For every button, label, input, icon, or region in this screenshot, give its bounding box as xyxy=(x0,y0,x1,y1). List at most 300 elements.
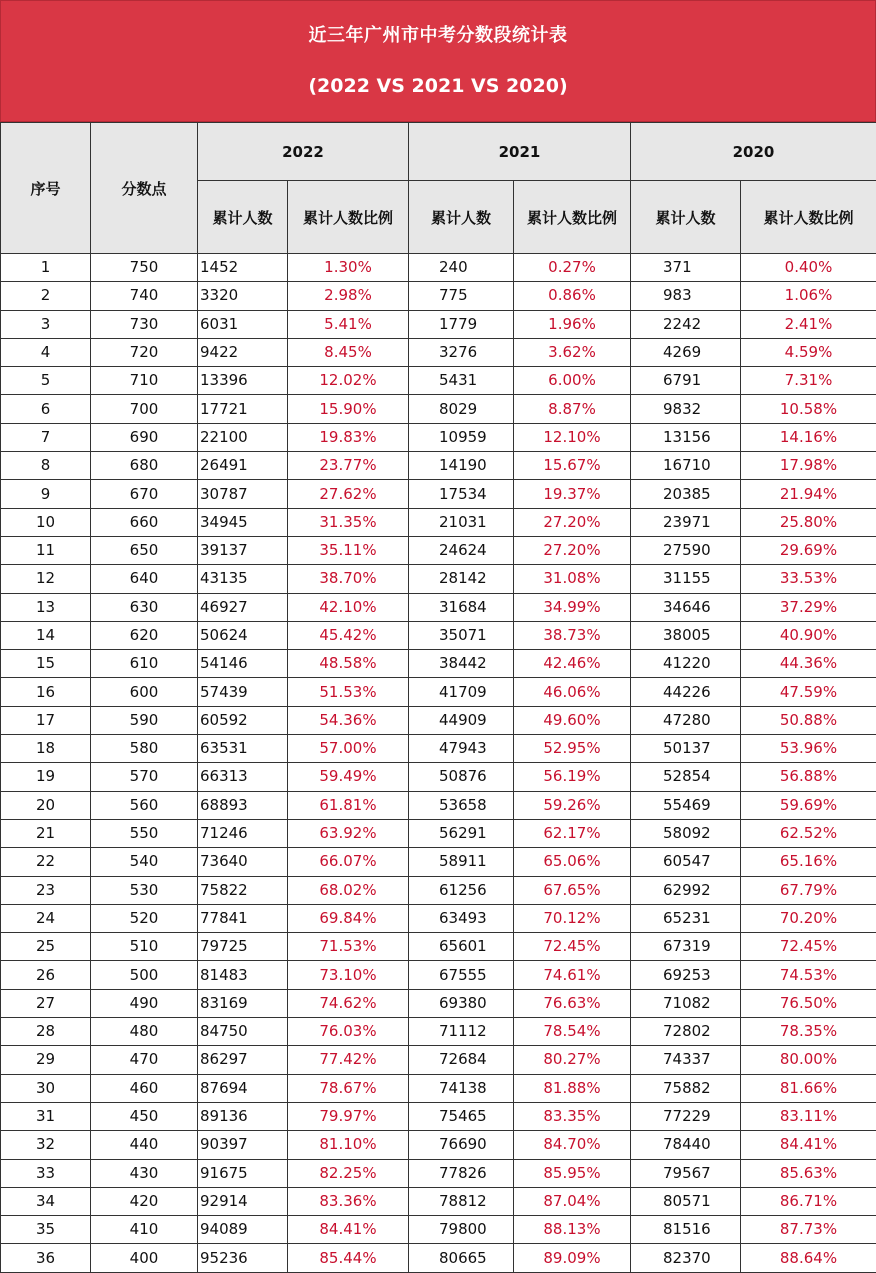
ratio-2022: 19.83% xyxy=(288,423,409,451)
ratio-2020: 37.29% xyxy=(741,593,876,621)
count-2022: 63531 xyxy=(198,735,288,763)
count-2022: 92914 xyxy=(198,1187,288,1215)
count-2022: 68893 xyxy=(198,791,288,819)
ratio-2022: 31.35% xyxy=(288,508,409,536)
ratio-2021: 34.99% xyxy=(514,593,631,621)
table-row xyxy=(1,395,876,423)
score-point: 580 xyxy=(91,735,198,763)
count-2022: 83169 xyxy=(198,989,288,1017)
count-2020: 52854 xyxy=(631,763,741,791)
row-index: 16 xyxy=(1,678,91,706)
ratio-2021: 62.17% xyxy=(514,819,631,847)
count-2022: 54146 xyxy=(198,650,288,678)
table-row xyxy=(1,593,876,621)
ratio-2020: 76.50% xyxy=(741,989,876,1017)
header-score: 分数点 xyxy=(91,123,198,254)
count-2021: 775 xyxy=(409,282,514,310)
ratio-2021: 81.88% xyxy=(514,1074,631,1102)
ratio-2022: 71.53% xyxy=(288,933,409,961)
count-2020: 80571 xyxy=(631,1187,741,1215)
ratio-2022: 38.70% xyxy=(288,565,409,593)
score-point: 530 xyxy=(91,876,198,904)
count-2021: 53658 xyxy=(409,791,514,819)
row-index: 3 xyxy=(1,310,91,338)
row-index: 7 xyxy=(1,423,91,451)
ratio-2022: 54.36% xyxy=(288,706,409,734)
count-2021: 17534 xyxy=(409,480,514,508)
table-header xyxy=(1,123,876,254)
count-2021: 1779 xyxy=(409,310,514,338)
row-index: 19 xyxy=(1,763,91,791)
table-row xyxy=(1,480,876,508)
row-index: 4 xyxy=(1,338,91,366)
row-index: 29 xyxy=(1,1046,91,1074)
table-row xyxy=(1,1102,876,1130)
count-2020: 34646 xyxy=(631,593,741,621)
ratio-2020: 4.59% xyxy=(741,338,876,366)
table-row xyxy=(1,282,876,310)
table-row xyxy=(1,621,876,649)
score-point: 640 xyxy=(91,565,198,593)
table-row xyxy=(1,819,876,847)
row-index: 36 xyxy=(1,1244,91,1272)
table-row xyxy=(1,254,876,282)
count-2022: 57439 xyxy=(198,678,288,706)
score-point: 420 xyxy=(91,1187,198,1215)
row-index: 24 xyxy=(1,904,91,932)
ratio-2020: 44.36% xyxy=(741,650,876,678)
ratio-2021: 49.60% xyxy=(514,706,631,734)
ratio-2020: 59.69% xyxy=(741,791,876,819)
count-2020: 60547 xyxy=(631,848,741,876)
ratio-2021: 0.86% xyxy=(514,282,631,310)
table-title: 近三年广州市中考分数段统计表 xyxy=(1,21,875,47)
count-2020: 20385 xyxy=(631,480,741,508)
count-2021: 240 xyxy=(409,254,514,282)
row-index: 14 xyxy=(1,621,91,649)
ratio-2020: 62.52% xyxy=(741,819,876,847)
ratio-2022: 69.84% xyxy=(288,904,409,932)
row-index: 21 xyxy=(1,819,91,847)
count-2021: 44909 xyxy=(409,706,514,734)
table-subtitle: (2022 VS 2021 VS 2020) xyxy=(1,75,875,97)
ratio-2020: 40.90% xyxy=(741,621,876,649)
table-row xyxy=(1,508,876,536)
count-2020: 23971 xyxy=(631,508,741,536)
count-2021: 71112 xyxy=(409,1018,514,1046)
row-index: 34 xyxy=(1,1187,91,1215)
ratio-2021: 67.65% xyxy=(514,876,631,904)
count-2021: 10959 xyxy=(409,423,514,451)
count-2022: 30787 xyxy=(198,480,288,508)
ratio-2022: 5.41% xyxy=(288,310,409,338)
ratio-2021: 12.10% xyxy=(514,423,631,451)
score-point: 510 xyxy=(91,933,198,961)
count-2020: 58092 xyxy=(631,819,741,847)
ratio-2022: 59.49% xyxy=(288,763,409,791)
row-index: 17 xyxy=(1,706,91,734)
score-point: 440 xyxy=(91,1131,198,1159)
ratio-2022: 85.44% xyxy=(288,1244,409,1272)
count-2020: 27590 xyxy=(631,536,741,564)
count-2021: 56291 xyxy=(409,819,514,847)
score-point: 620 xyxy=(91,621,198,649)
ratio-2022: 1.30% xyxy=(288,254,409,282)
table-row xyxy=(1,1074,876,1102)
row-index: 32 xyxy=(1,1131,91,1159)
ratio-2020: 81.66% xyxy=(741,1074,876,1102)
table-row xyxy=(1,1216,876,1244)
score-point: 500 xyxy=(91,961,198,989)
row-index: 35 xyxy=(1,1216,91,1244)
ratio-2020: 29.69% xyxy=(741,536,876,564)
ratio-2021: 84.70% xyxy=(514,1131,631,1159)
ratio-2021: 27.20% xyxy=(514,508,631,536)
ratio-2020: 0.40% xyxy=(741,254,876,282)
header-year-2022: 2022 xyxy=(198,123,409,181)
row-index: 26 xyxy=(1,961,91,989)
score-point: 670 xyxy=(91,480,198,508)
table-row xyxy=(1,1046,876,1074)
row-index: 27 xyxy=(1,989,91,1017)
count-2021: 79800 xyxy=(409,1216,514,1244)
ratio-2022: 15.90% xyxy=(288,395,409,423)
score-point: 610 xyxy=(91,650,198,678)
count-2021: 35071 xyxy=(409,621,514,649)
ratio-2022: 23.77% xyxy=(288,452,409,480)
count-2021: 78812 xyxy=(409,1187,514,1215)
ratio-2021: 59.26% xyxy=(514,791,631,819)
row-index: 18 xyxy=(1,735,91,763)
count-2022: 39137 xyxy=(198,536,288,564)
row-index: 30 xyxy=(1,1074,91,1102)
count-2022: 43135 xyxy=(198,565,288,593)
count-2021: 72684 xyxy=(409,1046,514,1074)
count-2022: 86297 xyxy=(198,1046,288,1074)
count-2021: 3276 xyxy=(409,338,514,366)
count-2022: 50624 xyxy=(198,621,288,649)
row-index: 8 xyxy=(1,452,91,480)
row-index: 33 xyxy=(1,1159,91,1187)
ratio-2020: 80.00% xyxy=(741,1046,876,1074)
ratio-2021: 56.19% xyxy=(514,763,631,791)
ratio-2021: 38.73% xyxy=(514,621,631,649)
count-2020: 38005 xyxy=(631,621,741,649)
table-row xyxy=(1,338,876,366)
table-row xyxy=(1,1244,876,1272)
count-2021: 21031 xyxy=(409,508,514,536)
score-point: 570 xyxy=(91,763,198,791)
table-row xyxy=(1,650,876,678)
ratio-2020: 53.96% xyxy=(741,735,876,763)
ratio-2022: 76.03% xyxy=(288,1018,409,1046)
score-point: 430 xyxy=(91,1159,198,1187)
score-point: 720 xyxy=(91,338,198,366)
count-2022: 84750 xyxy=(198,1018,288,1046)
count-2022: 91675 xyxy=(198,1159,288,1187)
score-point: 600 xyxy=(91,678,198,706)
ratio-2020: 74.53% xyxy=(741,961,876,989)
table-row xyxy=(1,989,876,1017)
table-row xyxy=(1,904,876,932)
score-point: 690 xyxy=(91,423,198,451)
table-row xyxy=(1,706,876,734)
count-2022: 81483 xyxy=(198,961,288,989)
header-count-2022: 累计人数 xyxy=(198,181,288,254)
count-2021: 47943 xyxy=(409,735,514,763)
ratio-2020: 56.88% xyxy=(741,763,876,791)
score-point: 740 xyxy=(91,282,198,310)
ratio-2020: 88.64% xyxy=(741,1244,876,1272)
header-year-2020: 2020 xyxy=(631,123,876,181)
count-2020: 72802 xyxy=(631,1018,741,1046)
count-2022: 73640 xyxy=(198,848,288,876)
count-2021: 5431 xyxy=(409,367,514,395)
count-2021: 77826 xyxy=(409,1159,514,1187)
score-point: 660 xyxy=(91,508,198,536)
score-table xyxy=(0,122,876,1273)
ratio-2022: 8.45% xyxy=(288,338,409,366)
count-2020: 67319 xyxy=(631,933,741,961)
header-count-2020: 累计人数 xyxy=(631,181,741,254)
count-2022: 95236 xyxy=(198,1244,288,1272)
ratio-2021: 85.95% xyxy=(514,1159,631,1187)
ratio-2021: 83.35% xyxy=(514,1102,631,1130)
count-2021: 61256 xyxy=(409,876,514,904)
ratio-2020: 10.58% xyxy=(741,395,876,423)
count-2020: 55469 xyxy=(631,791,741,819)
ratio-2020: 33.53% xyxy=(741,565,876,593)
header-index: 序号 xyxy=(1,123,91,254)
ratio-2022: 61.81% xyxy=(288,791,409,819)
ratio-2022: 66.07% xyxy=(288,848,409,876)
ratio-2020: 2.41% xyxy=(741,310,876,338)
count-2021: 50876 xyxy=(409,763,514,791)
score-point: 450 xyxy=(91,1102,198,1130)
count-2021: 76690 xyxy=(409,1131,514,1159)
count-2021: 74138 xyxy=(409,1074,514,1102)
count-2020: 69253 xyxy=(631,961,741,989)
ratio-2022: 79.97% xyxy=(288,1102,409,1130)
ratio-2021: 76.63% xyxy=(514,989,631,1017)
table-row xyxy=(1,452,876,480)
ratio-2021: 3.62% xyxy=(514,338,631,366)
row-index: 31 xyxy=(1,1102,91,1130)
count-2020: 371 xyxy=(631,254,741,282)
ratio-2021: 72.45% xyxy=(514,933,631,961)
row-index: 10 xyxy=(1,508,91,536)
score-point: 540 xyxy=(91,848,198,876)
score-point: 470 xyxy=(91,1046,198,1074)
score-point: 520 xyxy=(91,904,198,932)
header-ratio-2022: 累计人数比例 xyxy=(288,181,409,254)
row-index: 13 xyxy=(1,593,91,621)
count-2022: 17721 xyxy=(198,395,288,423)
count-2022: 1452 xyxy=(198,254,288,282)
row-index: 22 xyxy=(1,848,91,876)
count-2022: 94089 xyxy=(198,1216,288,1244)
score-point: 460 xyxy=(91,1074,198,1102)
score-point: 480 xyxy=(91,1018,198,1046)
ratio-2020: 25.80% xyxy=(741,508,876,536)
table-row xyxy=(1,961,876,989)
count-2021: 80665 xyxy=(409,1244,514,1272)
count-2020: 44226 xyxy=(631,678,741,706)
row-index: 5 xyxy=(1,367,91,395)
count-2022: 89136 xyxy=(198,1102,288,1130)
score-point: 680 xyxy=(91,452,198,480)
ratio-2022: 84.41% xyxy=(288,1216,409,1244)
count-2020: 47280 xyxy=(631,706,741,734)
table-row xyxy=(1,310,876,338)
count-2021: 14190 xyxy=(409,452,514,480)
ratio-2020: 21.94% xyxy=(741,480,876,508)
score-point: 710 xyxy=(91,367,198,395)
ratio-2021: 15.67% xyxy=(514,452,631,480)
table-row xyxy=(1,565,876,593)
score-point: 650 xyxy=(91,536,198,564)
count-2020: 16710 xyxy=(631,452,741,480)
count-2020: 9832 xyxy=(631,395,741,423)
ratio-2020: 65.16% xyxy=(741,848,876,876)
ratio-2021: 8.87% xyxy=(514,395,631,423)
count-2022: 6031 xyxy=(198,310,288,338)
count-2020: 13156 xyxy=(631,423,741,451)
count-2021: 63493 xyxy=(409,904,514,932)
ratio-2022: 73.10% xyxy=(288,961,409,989)
count-2020: 74337 xyxy=(631,1046,741,1074)
ratio-2020: 85.63% xyxy=(741,1159,876,1187)
score-point: 700 xyxy=(91,395,198,423)
count-2020: 75882 xyxy=(631,1074,741,1102)
count-2020: 81516 xyxy=(631,1216,741,1244)
table-row xyxy=(1,876,876,904)
count-2020: 4269 xyxy=(631,338,741,366)
row-index: 1 xyxy=(1,254,91,282)
ratio-2020: 17.98% xyxy=(741,452,876,480)
ratio-2022: 48.58% xyxy=(288,650,409,678)
row-index: 20 xyxy=(1,791,91,819)
table-row xyxy=(1,735,876,763)
table-row xyxy=(1,1159,876,1187)
ratio-2020: 47.59% xyxy=(741,678,876,706)
ratio-2020: 7.31% xyxy=(741,367,876,395)
ratio-2020: 70.20% xyxy=(741,904,876,932)
ratio-2021: 46.06% xyxy=(514,678,631,706)
count-2022: 9422 xyxy=(198,338,288,366)
ratio-2022: 68.02% xyxy=(288,876,409,904)
ratio-2022: 12.02% xyxy=(288,367,409,395)
ratio-2022: 82.25% xyxy=(288,1159,409,1187)
count-2021: 67555 xyxy=(409,961,514,989)
ratio-2021: 42.46% xyxy=(514,650,631,678)
count-2022: 79725 xyxy=(198,933,288,961)
ratio-2020: 84.41% xyxy=(741,1131,876,1159)
table-row xyxy=(1,423,876,451)
ratio-2022: 51.53% xyxy=(288,678,409,706)
count-2021: 69380 xyxy=(409,989,514,1017)
header-ratio-2020: 累计人数比例 xyxy=(741,181,876,254)
count-2020: 50137 xyxy=(631,735,741,763)
score-point: 400 xyxy=(91,1244,198,1272)
count-2021: 75465 xyxy=(409,1102,514,1130)
count-2020: 82370 xyxy=(631,1244,741,1272)
count-2020: 71082 xyxy=(631,989,741,1017)
ratio-2022: 63.92% xyxy=(288,819,409,847)
count-2022: 77841 xyxy=(198,904,288,932)
row-index: 12 xyxy=(1,565,91,593)
row-index: 15 xyxy=(1,650,91,678)
ratio-2021: 27.20% xyxy=(514,536,631,564)
score-point: 550 xyxy=(91,819,198,847)
row-index: 2 xyxy=(1,282,91,310)
ratio-2021: 1.96% xyxy=(514,310,631,338)
count-2022: 87694 xyxy=(198,1074,288,1102)
count-2022: 75822 xyxy=(198,876,288,904)
row-index: 11 xyxy=(1,536,91,564)
count-2022: 90397 xyxy=(198,1131,288,1159)
table-row xyxy=(1,848,876,876)
ratio-2022: 81.10% xyxy=(288,1131,409,1159)
title-banner xyxy=(0,0,876,122)
count-2022: 22100 xyxy=(198,423,288,451)
row-index: 23 xyxy=(1,876,91,904)
count-2020: 983 xyxy=(631,282,741,310)
header-ratio-2021: 累计人数比例 xyxy=(514,181,631,254)
count-2020: 6791 xyxy=(631,367,741,395)
count-2022: 71246 xyxy=(198,819,288,847)
ratio-2021: 6.00% xyxy=(514,367,631,395)
ratio-2022: 77.42% xyxy=(288,1046,409,1074)
ratio-2020: 72.45% xyxy=(741,933,876,961)
ratio-2020: 83.11% xyxy=(741,1102,876,1130)
ratio-2021: 70.12% xyxy=(514,904,631,932)
table-row xyxy=(1,791,876,819)
count-2020: 65231 xyxy=(631,904,741,932)
ratio-2021: 80.27% xyxy=(514,1046,631,1074)
header-year-2021: 2021 xyxy=(409,123,631,181)
table-row xyxy=(1,933,876,961)
count-2022: 13396 xyxy=(198,367,288,395)
table-body xyxy=(1,254,876,1273)
count-2020: 79567 xyxy=(631,1159,741,1187)
ratio-2021: 89.09% xyxy=(514,1244,631,1272)
count-2021: 31684 xyxy=(409,593,514,621)
count-2020: 78440 xyxy=(631,1131,741,1159)
count-2020: 77229 xyxy=(631,1102,741,1130)
count-2022: 60592 xyxy=(198,706,288,734)
count-2022: 26491 xyxy=(198,452,288,480)
ratio-2020: 1.06% xyxy=(741,282,876,310)
ratio-2022: 83.36% xyxy=(288,1187,409,1215)
ratio-2022: 35.11% xyxy=(288,536,409,564)
score-point: 410 xyxy=(91,1216,198,1244)
count-2021: 24624 xyxy=(409,536,514,564)
count-2020: 31155 xyxy=(631,565,741,593)
count-2021: 41709 xyxy=(409,678,514,706)
count-2021: 38442 xyxy=(409,650,514,678)
count-2021: 58911 xyxy=(409,848,514,876)
ratio-2022: 74.62% xyxy=(288,989,409,1017)
ratio-2021: 78.54% xyxy=(514,1018,631,1046)
ratio-2021: 0.27% xyxy=(514,254,631,282)
score-point: 630 xyxy=(91,593,198,621)
count-2022: 3320 xyxy=(198,282,288,310)
ratio-2020: 50.88% xyxy=(741,706,876,734)
count-2022: 46927 xyxy=(198,593,288,621)
ratio-2022: 27.62% xyxy=(288,480,409,508)
row-index: 6 xyxy=(1,395,91,423)
